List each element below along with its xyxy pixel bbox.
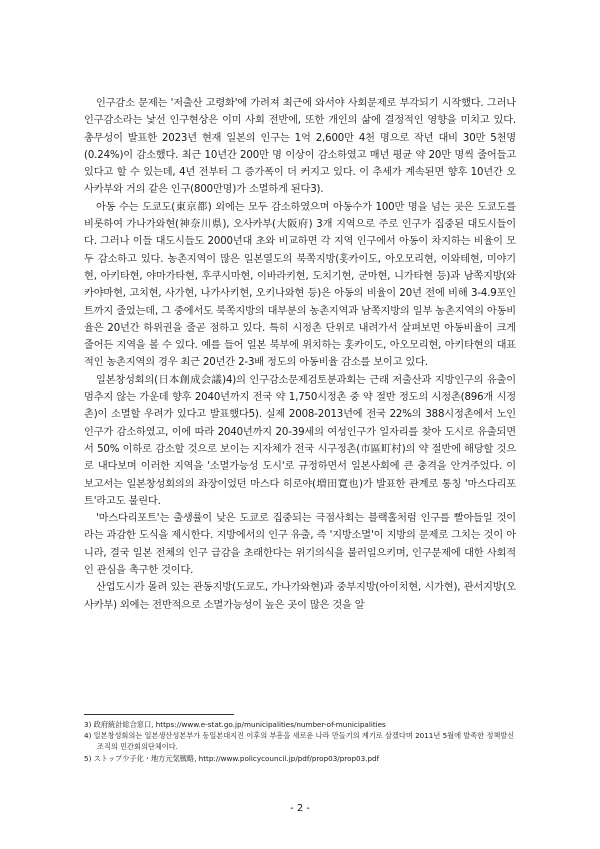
paragraph-masuda-report: '마스다리포트'는 출생률이 낮은 도쿄로 집중되는 극점사회는 블랙홀처럼 인구를 빨아들일 것이라는 과감한 도식을 제시한다. 지방에서의 인구 유출, 즉 '지방소멸'이 지방의 문제로 그치는 것이 아니라, 결국 일본 전체의 인구 급감을 초래한다는 위기의식을 불러일으키며, 인구문제에 대한 사회적인 관심을 촉구한 것이다. <box>84 513 516 577</box>
footnote-3: 3) 政府統計総合窓口, https://www.e-stat.go.jp/municipalities/number-of-municipalities <box>84 720 386 729</box>
paragraph-population-decline: 인구감소 문제는 '저출산 고령화'에 가려져 최근에 와서야 사회문제로 부각되기 시작했다. 그러나 인구감소라는 낯선 인구현상은 이미 사회 전반에, 또한 개인의 삶에 결정적인 영향을 미치고 있다. 총무성이 발표한 2023년 현재 일본의 인구는 1억 2,600만 4천 명으로 작년 대비 30만 5천명(0.24%)이 감소했다. 최근 10년간 200만 명 이상이 감소하였고 매년 평균 약 20만 명씩 줄어들고 있다고 할 수 있는데, 4년 전부터 그 증가폭이 더 커지고 있다. 이 추세가 계속된면 향후 10년간 오사카부와 거의 같은 인구(800만명)가 소멸하게 된다3). <box>84 98 516 196</box>
footnote-4: 4) 일본창성회의는 일본생산성본부가 동일본대지진 이후의 부흥을 새로운 나라 만들기의 계기로 삼겠다며 2011년 5월에 발족한 정책발신조직의 민간회의단체이다. <box>84 731 515 752</box>
paragraph-industrial-cities: 산업도시가 몰려 있는 관동지방(도쿄도, 가나가와현)과 중부지방(아이치현, 시가현), 관서지방(오사카부) 외에는 전반적으로 소멸가능성이 높은 곳이 많은 것을 알 <box>84 582 516 611</box>
footnote-5: 5) ストップ少子化・地方元気戦略, http://www.policycouncil.jp/pdf/prop03/prop03.pdf <box>84 753 380 763</box>
paragraph-japan-policy-council: 일본창성회의(日本創成会議)4)의 인구감소문제검토분과회는 근래 저출산과 지방인구의 유출이 멈추지 않는 가운데 향후 2040년까지 전국 약 1,750시정촌 중 약 절반 정도의 시정촌(896개 시정촌)이 소멸할 우려가 있다고 발표했다5). 실제 2008-2013년에 전국 22%의 388시정촌에서 노인인구가 감소하였고, 이에 따라 2040년까지 20-39세의 여성인구가 일자리를 찾아 도시로 유출되면서 50% 이하로 감소할 것으로 보이는 지자체가 전국 시구정촌(市區町村)의 약 절반에 해당할 것으로 내다보며 이러한 지역을 '소멸가능성 도시'로 규정하면서 일본사회에 큰 충격을 안겨주었다. 이 보고서는 일본창성회의의 좌장이었던 마스다 히로야(増田寛也)가 발표한 관계로 통칭 '마스다리포트'라고도 불린다. <box>84 374 516 507</box>
paragraph-child-population: 아동 수는 도쿄도(東京都) 외에는 모두 감소하였으며 아동수가 100만 명을 넘는 곳은 도쿄도를 비롯하여 가나가와현(神奈川県), 오사카부(大阪府) 3개 지역으로 주로 인구가 집중된 대도시들이다. 그러나 이들 대도시들도 2000년대 초와 비교하면 각 지역 인구에서 아동이 차지하는 비율이 모두 감소하고 있다. 농촌지역이 많은 일본열도의 북쪽지방(홋카이도, 아오모리현, 이와테현, 미야기현, 아키타현, 야마가타현, 후쿠시마현, 이바라키현, 도치기현, 군마현, 니가타현 등)과 남쪽지방(와카야마현, 고치현, 사가현, 나가사키현, 오키나와현 등)은 아동의 비율이 20년 전에 비해 3-4.9포인트까지 줄었는데, 그 중에서도 북쪽지방의 대부분의 농촌지역과 남쪽지방의 일부 농촌지역의 아동비율은 20년간 하위권을 줄곧 점하고 있다. 특히 시정촌 단위로 내려가서 살펴보면 아동비율이 크게 줄어든 지역을 볼 수 있다. 예를 들어 일본 북부에 위치하는 홋카이도, 아오모리현, 아키타현의 대표적인 농촌지역의 경우 최근 20년간 2-3배 정도의 아동비율 감소를 보이고 있다. <box>84 201 516 369</box>
footnotes <box>84 714 516 764</box>
body-text <box>84 95 516 614</box>
page-number: - 2 - <box>290 803 310 814</box>
footnote-divider <box>84 714 234 715</box>
